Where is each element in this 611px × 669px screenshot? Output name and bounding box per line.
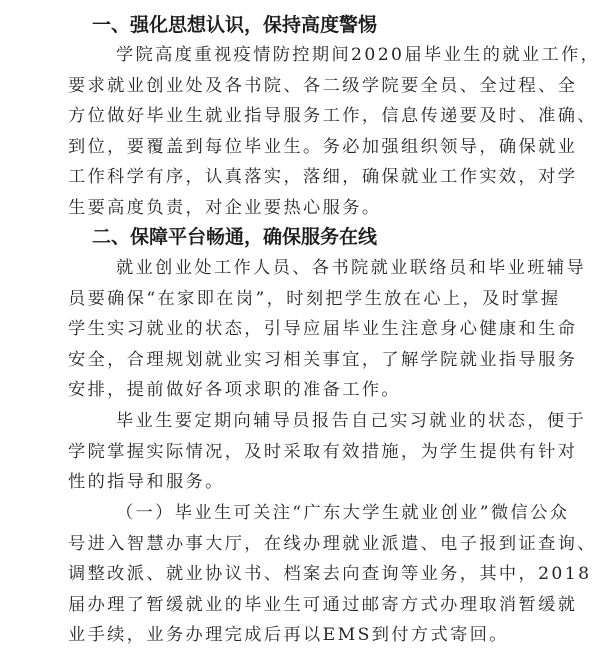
paragraph-line: 业手续，业务办理完成后再以EMS到付方式寄回。 <box>68 625 509 645</box>
paragraph-line: 性的指导和服务。 <box>68 472 225 492</box>
paragraph-line: 学院掌握实际情况，及时采取有效措施，为学生提供有针对 <box>68 441 578 462</box>
paragraph-line: 到位，要覆盖到每位毕业生。务必加强组织领导，确保就业 <box>68 136 578 157</box>
section-2-paragraph-2 <box>68 406 587 498</box>
paragraph-line: 调整改派、就业协议书、档案去向查询等业务，其中，2018 <box>68 564 592 584</box>
paragraph-line: 生要高度负责，对企业要热心服务。 <box>68 197 382 218</box>
section-1-heading: 一、强化思想认识，保持高度警惕 <box>92 14 378 36</box>
paragraph-line: 工作科学有序，认真落实，落细，确保就业工作实效，对学 <box>68 167 578 187</box>
paragraph-line: 就业创业处工作人员、各书院就业联络员和毕业班辅导 <box>116 258 587 278</box>
paragraph-line: 要求就业创业处及各书院、各二级学院要全员、全过程、全 <box>68 75 578 96</box>
section-1-paragraph <box>68 40 601 223</box>
paragraph-line: 员要确保“在家即在岗”，时刻把学生放在心上，及时掌握 <box>68 288 561 309</box>
paragraph-line: 毕业生要定期向辅导员报告自己实习就业的状态，便于 <box>116 411 587 431</box>
section-2-heading: 二、保障平台畅通，确保服务在线 <box>92 226 378 248</box>
section-2-paragraph-1 <box>68 253 587 406</box>
paragraph-line: 方位做好毕业生就业指导服务工作，信息传递要及时、准确、 <box>68 106 597 126</box>
section-2-paragraph-3 <box>68 498 597 651</box>
paragraph-line: 学生实习就业的状态，引导应届毕业生注意身心健康和生命 <box>68 319 578 339</box>
paragraph-line: 安排，提前做好各项求职的准备工作。 <box>68 380 401 400</box>
paragraph-line: 安全，合理规划就业实习相关事宜，了解学院就业指导服务 <box>68 349 578 370</box>
paragraph-line: （一）毕业生可关注“广东大学生就业创业”微信公众 <box>116 503 570 523</box>
paragraph-line: 学院高度重视疫情防控期间2020届毕业生的就业工作， <box>116 45 601 65</box>
paragraph-line: 届办理了暂缓就业的毕业生可通过邮寄方式办理取消暂缓就 <box>68 594 578 615</box>
paragraph-line: 号进入智慧办事大厅，在线办理就业派遣、电子报到证查询、 <box>68 533 597 554</box>
